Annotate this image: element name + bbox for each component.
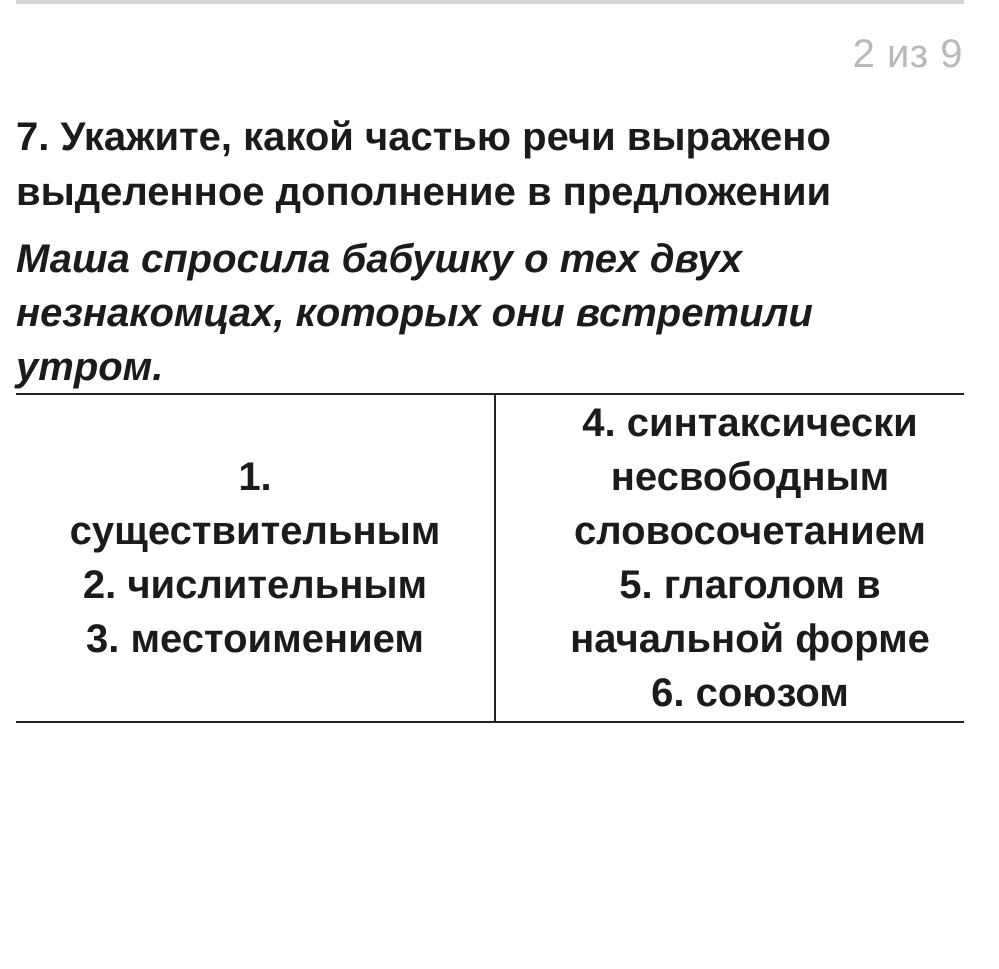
answer-option: 2. числительным xyxy=(82,563,428,607)
answer-option: 6. союзом xyxy=(651,671,849,715)
top-divider xyxy=(16,0,964,4)
answer-option: несвободным xyxy=(610,455,890,499)
answer-option: 1. xyxy=(238,455,272,499)
answer-options-table xyxy=(16,393,964,723)
answer-column-left xyxy=(16,395,496,721)
answer-option: 5. глаголом в xyxy=(619,563,881,607)
sentence-line: незнакомцах, которых они встретили xyxy=(16,291,813,335)
sentence-line: Маша спросила бабушку о тех двух xyxy=(16,237,743,281)
page-counter: 2 из 9 xyxy=(852,32,963,76)
question-text xyxy=(16,110,976,220)
example-sentence xyxy=(16,232,916,394)
answer-option: словосочетанием xyxy=(573,509,927,553)
answer-option: 4. синтаксически xyxy=(582,401,918,445)
answer-option: начальной форме xyxy=(570,617,930,661)
sentence-line: утром. xyxy=(16,345,164,389)
answer-option: 3. местоимением xyxy=(85,617,424,661)
answer-column-right xyxy=(496,395,964,721)
answer-option: существительным xyxy=(69,509,441,553)
question-line: выделенное дополнение в предложении xyxy=(16,170,832,214)
question-line: 7. Укажите, какой частью речи выражено xyxy=(16,115,831,159)
